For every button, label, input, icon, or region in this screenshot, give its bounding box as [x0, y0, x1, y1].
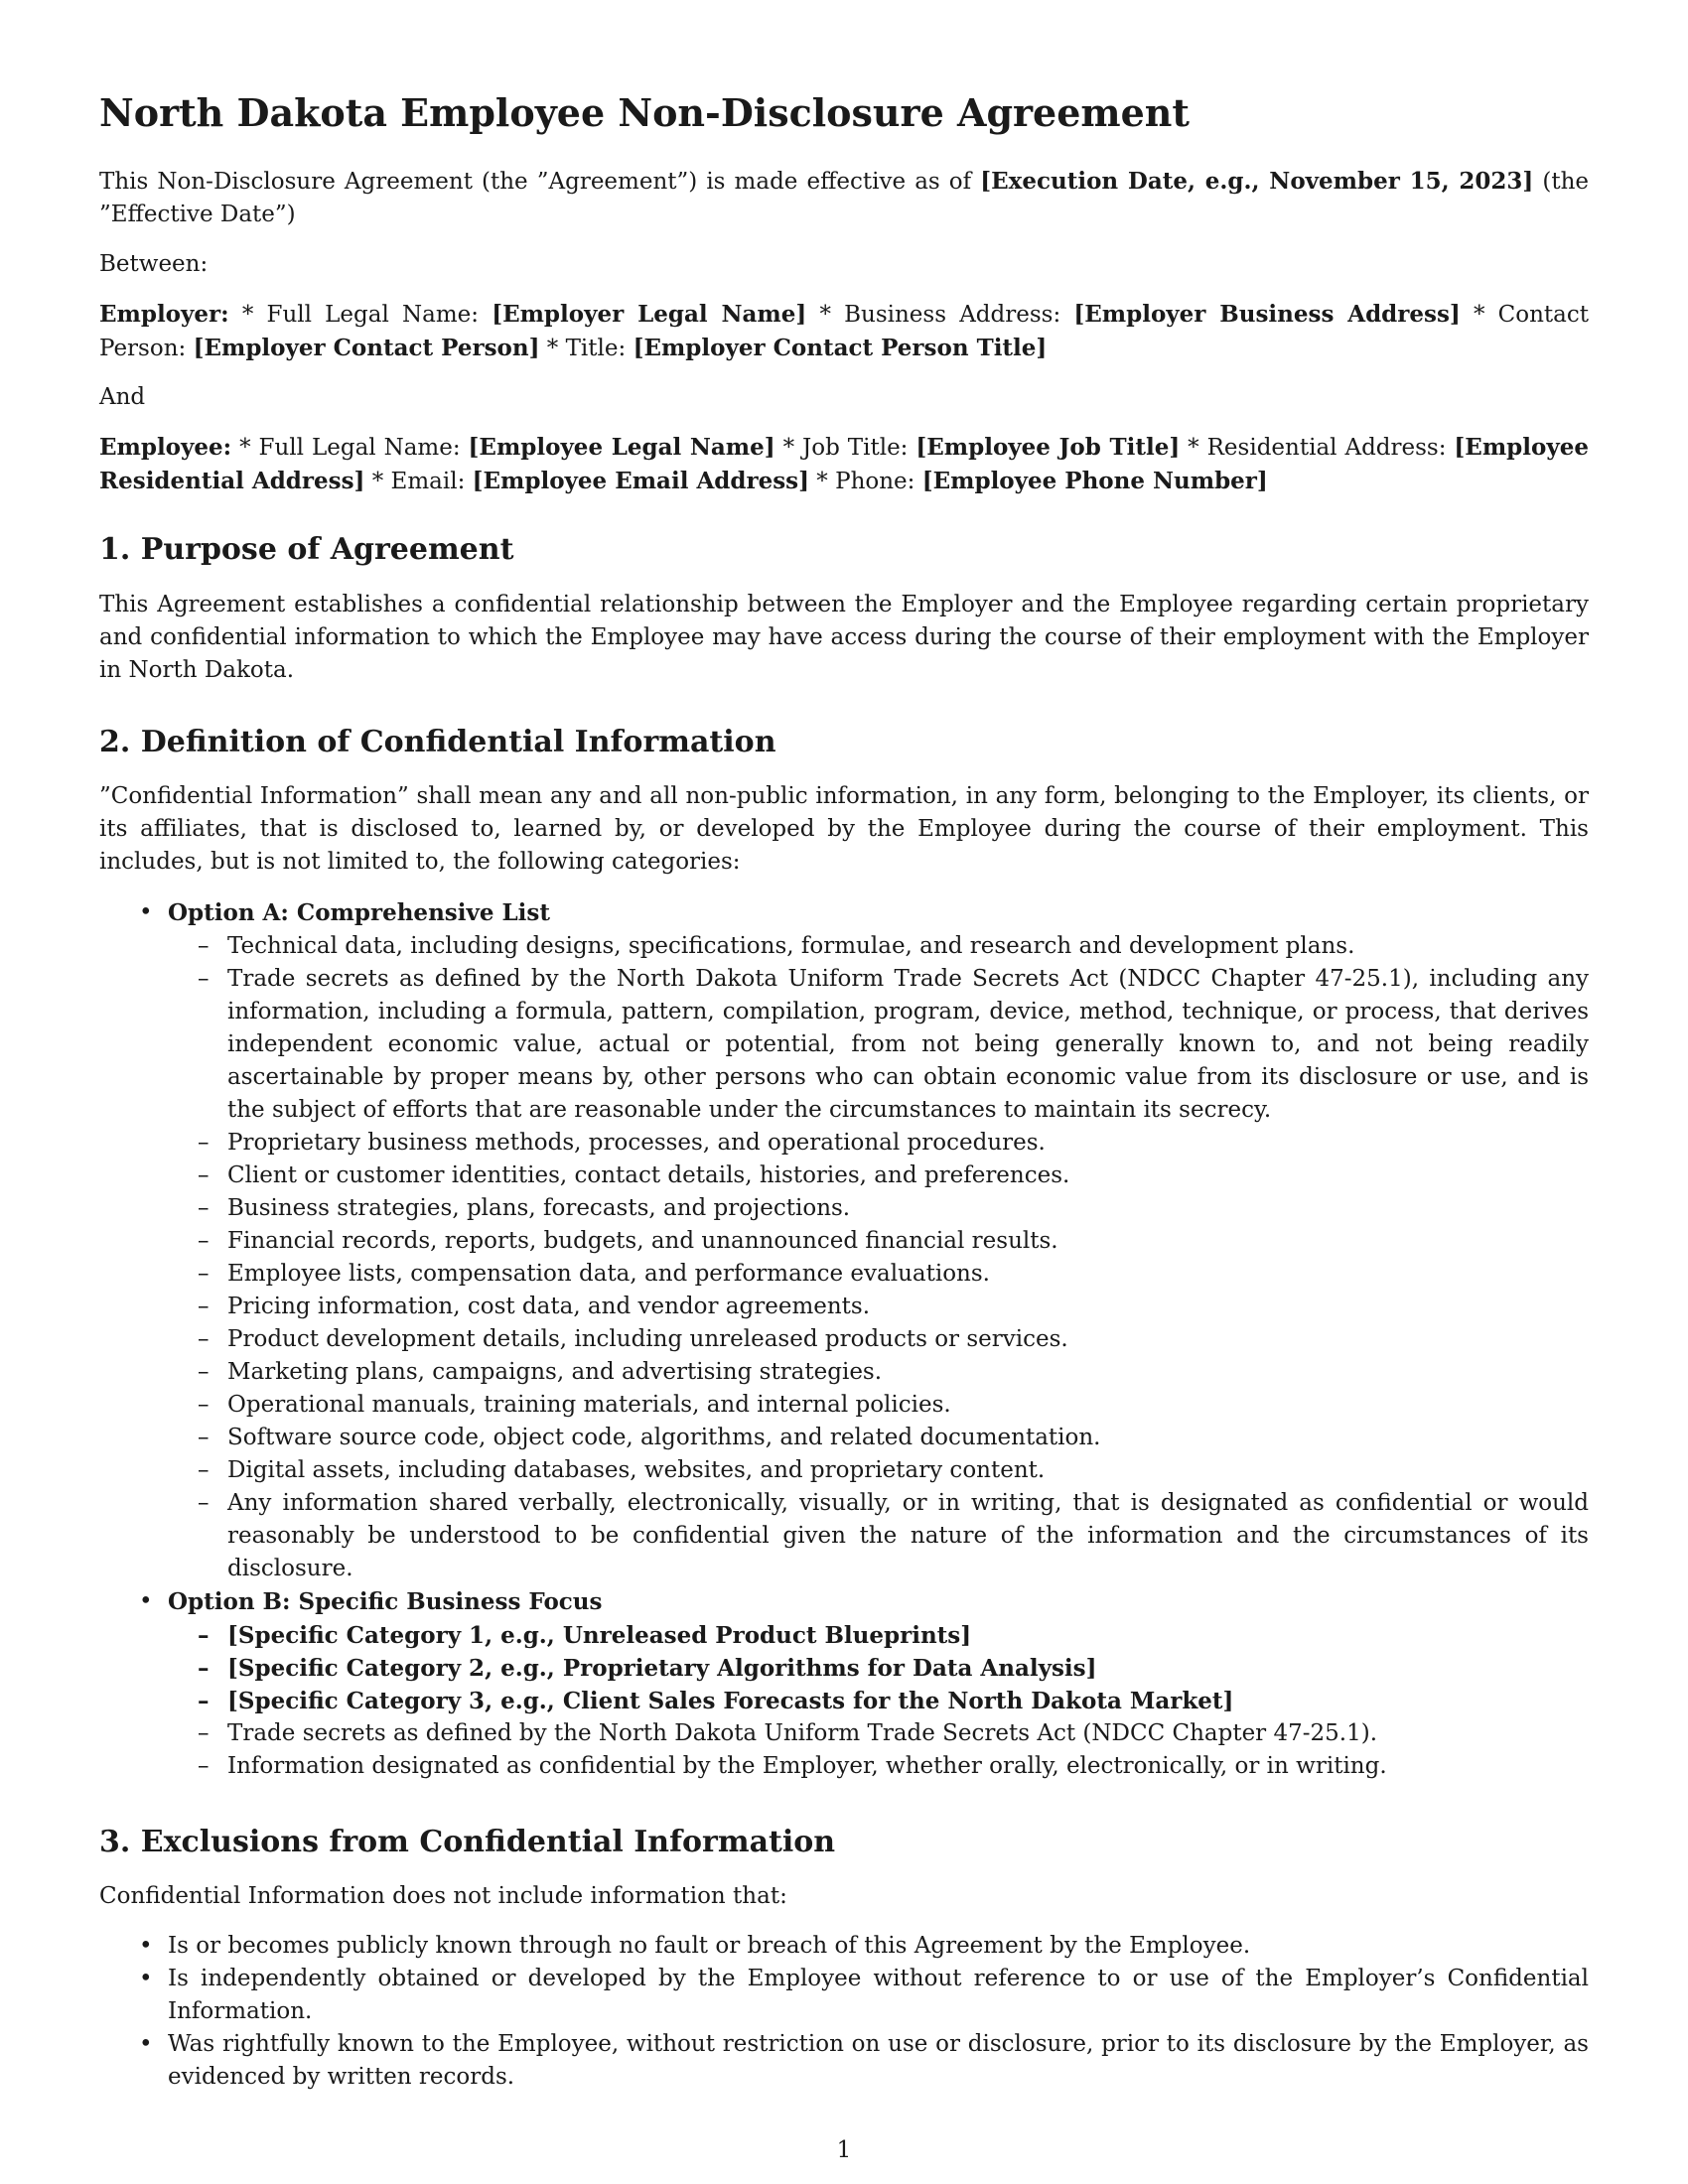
list-item: – Product development details, including unreleased products or services. — [168, 1323, 1589, 1356]
list-item: • Is independently obtained or developed by the Employee without reference to or use of the Employer’s Confidential Information. — [99, 1963, 1589, 2028]
section-3-text: Confidential Information does not include information that: — [99, 1883, 787, 1909]
employee-label: Employee: — [99, 434, 232, 461]
employer-business-address-placeholder: [Employer Business Address] — [1073, 301, 1461, 328]
employee-email-placeholder: [Employee Email Address] — [472, 468, 809, 494]
employer-field-title: * Title: — [539, 336, 633, 361]
employee-block — [99, 431, 1589, 498]
and-label: And — [99, 384, 146, 410]
list-item: • Is or becomes publicly known through no fault or breach of this Agreement by the Employee. — [99, 1930, 1589, 1963]
intro-text-2: (the ”Effective Date”) — [99, 169, 1589, 227]
list-item: – Proprietary business methods, processes, and operational procedures. — [168, 1127, 1589, 1160]
employee-legal-name-placeholder: [Employee Legal Name] — [468, 434, 775, 461]
option-a-label: Option A: Comprehensive List — [168, 899, 550, 926]
list-item: – Pricing information, cost data, and vendor agreements. — [168, 1291, 1589, 1323]
exclusions-list — [99, 1930, 1589, 2094]
list-item: – Operational manuals, training materials, and internal policies. — [168, 1389, 1589, 1422]
confidential-options-list — [99, 896, 1589, 1783]
employer-label: Employer: — [99, 301, 229, 328]
document-page — [99, 0, 1589, 2184]
employer-field-contact-person: * Contact Person: — [99, 302, 1589, 361]
category-placeholder: – [Specific Category 3, e.g., Client Sales Forecasts for the North Dakota Market] — [168, 1685, 1589, 1717]
employee-phone-placeholder: [Employee Phone Number] — [921, 468, 1268, 494]
category-placeholder: – [Specific Category 2, e.g., Proprietary Algorithms for Data Analysis] — [168, 1652, 1589, 1685]
section-2-text: ”Confidential Information” shall mean any and all non-public information, in any form, belonging to the Employer, its clients, or its affiliates, that is disclosed to, learned by, or developed by the Employee during the course of their employment. This includes, but is not limited to, the following categories: — [99, 783, 1589, 875]
execution-date-placeholder: [Execution Date, e.g., November 15, 2023] — [980, 168, 1534, 195]
section-1-text: This Agreement establishes a confidential relationship between the Employer and the Employee regarding certain proprietary and confidential information to which the Employee may have access during the course of their employment with the Employer in North Dakota. — [99, 592, 1589, 683]
employee-field-residential-address: * Residential Address: — [1180, 435, 1455, 461]
employee-job-title-placeholder: [Employee Job Title] — [915, 434, 1181, 461]
option-b — [99, 1585, 1589, 1783]
option-b-label: Option B: Specific Business Focus — [168, 1588, 603, 1615]
option-b-items — [168, 1619, 1589, 1783]
employee-field-job-title: * Job Title: — [774, 435, 916, 461]
list-item: – Technical data, including designs, specifications, formulae, and research and development plans. — [168, 930, 1589, 963]
list-item: – Client or customer identities, contact details, histories, and preferences. — [168, 1160, 1589, 1192]
employer-field-legal-name: * Full Legal Name: — [228, 302, 492, 328]
employer-field-business-address: * Business Address: — [806, 302, 1074, 328]
employee-field-phone: * Phone: — [808, 469, 922, 494]
employee-field-legal-name: * Full Legal Name: — [231, 435, 469, 461]
employer-contact-title-placeholder: [Employer Contact Person Title] — [633, 335, 1048, 361]
employer-legal-name-placeholder: [Employer Legal Name] — [492, 301, 807, 328]
section-2-heading: 2. Definition of Confidential Information — [99, 725, 776, 759]
option-a-items — [168, 930, 1589, 1585]
option-a — [99, 896, 1589, 1585]
list-item: – Any information shared verbally, electronically, visually, or in writing, that is designated as confidential or would reasonably be understood to be confidential given the nature of the information and the circumstances of its disclosure. — [168, 1487, 1589, 1585]
category-placeholder: – [Specific Category 1, e.g., Unreleased Product Blueprints] — [168, 1619, 1589, 1652]
list-item: • Was rightfully known to the Employee, without restriction on use or disclosure, prior to its disclosure by the Employer, as evidenced by written records. — [99, 2028, 1589, 2094]
intro-paragraph — [99, 165, 1589, 231]
employee-field-email: * Email: — [364, 469, 473, 494]
section-3-heading: 3. Exclusions from Confidential Information — [99, 1825, 836, 1859]
list-item: – Software source code, object code, algorithms, and related documentation. — [168, 1422, 1589, 1454]
list-item: – Employee lists, compensation data, and performance evaluations. — [168, 1258, 1589, 1291]
between-label: Between: — [99, 251, 209, 277]
intro-text-1: This Non-Disclosure Agreement (the ”Agreement”) is made effective as of — [99, 169, 981, 195]
list-item: – Financial records, reports, budgets, and unannounced financial results. — [168, 1225, 1589, 1258]
document-title: North Dakota Employee Non-Disclosure Agreement — [99, 90, 1190, 135]
list-item: – Trade secrets as defined by the North Dakota Uniform Trade Secrets Act (NDCC Chapter 47-25.1), including any information, including a formula, pattern, compilation, program, device, method, technique, or process, that derives independent economic value, actual or potential, from not being generally known to, and not being readily ascertainable by proper means by, other persons who can obtain economic value from its disclosure or use, and is the subject of efforts that are reasonable under the circumstances to maintain its secrecy. — [168, 963, 1589, 1127]
list-item: – Business strategies, plans, forecasts, and projections. — [168, 1192, 1589, 1225]
list-item: – Digital assets, including databases, websites, and proprietary content. — [168, 1454, 1589, 1487]
section-1-heading: 1. Purpose of Agreement — [99, 532, 514, 567]
list-item: – Information designated as confidential by the Employer, whether orally, electronically, or in writing. — [168, 1750, 1589, 1783]
page-number: 1 — [836, 2137, 852, 2163]
list-item: – Marketing plans, campaigns, and advertising strategies. — [168, 1356, 1589, 1389]
employer-block — [99, 298, 1589, 365]
list-item: – Trade secrets as defined by the North Dakota Uniform Trade Secrets Act (NDCC Chapter 47-25.1). — [168, 1717, 1589, 1750]
employer-contact-person-placeholder: [Employer Contact Person] — [193, 335, 540, 361]
employee-residential-address-placeholder: [Employee Residential Address] — [99, 434, 1589, 494]
